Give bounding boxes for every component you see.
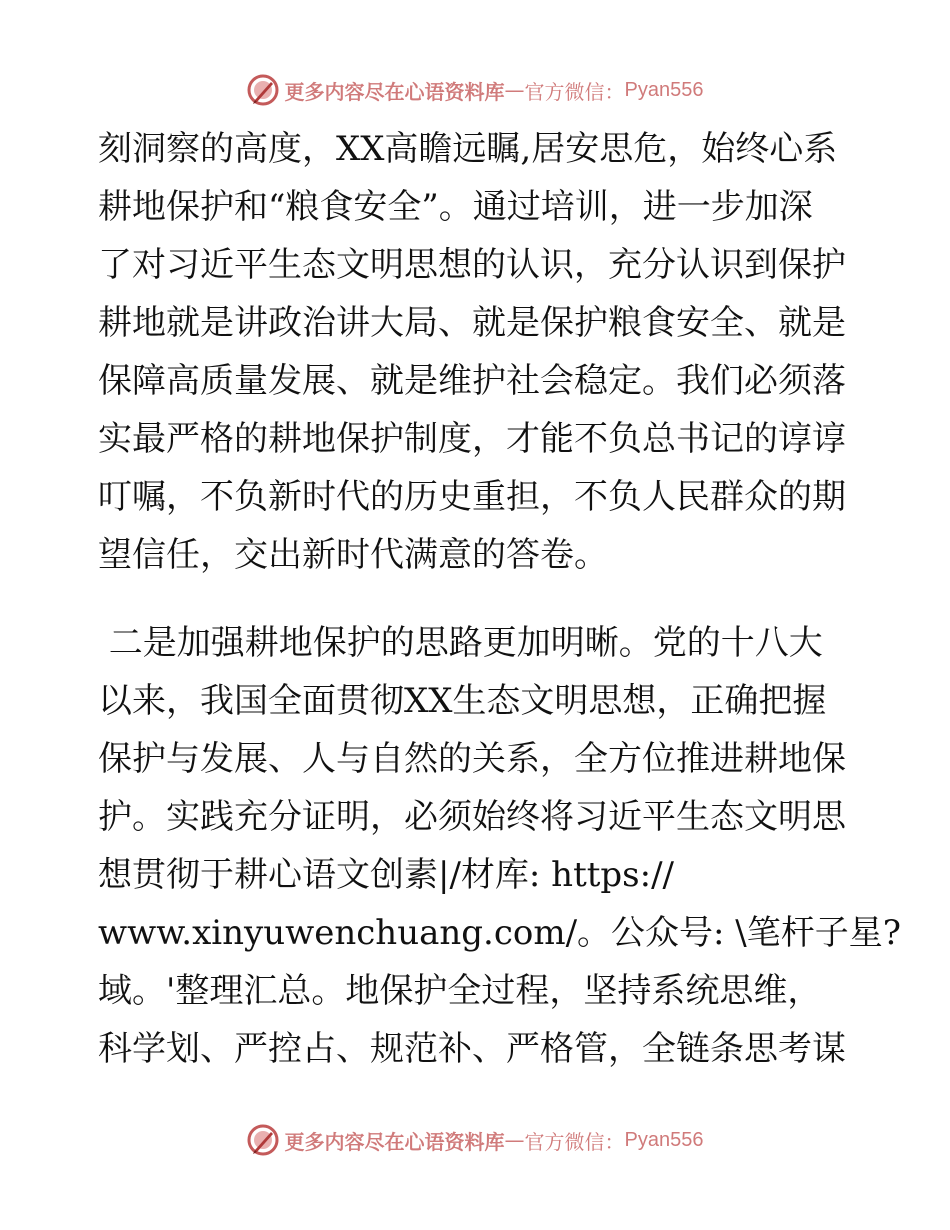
text-line: 了对习近平生态文明思想的认识，充分认识到保护 [98,245,846,285]
footer-watermark-banner [0,1120,950,1160]
text-line: 耕地保护和“粮食安全”。通过培训，进一步加深 [98,187,813,227]
footer-wechat-id: Pyan556 [624,1128,704,1151]
text-line: 护。实践充分证明，必须始终将习近平生态文明思 [98,797,846,837]
footer-site-text: 更多内容尽在心语资料库 [284,1129,505,1154]
paragraph-2 [98,614,901,1078]
paragraph-1 [98,120,858,584]
footer-wechat-label: 官方微信： [524,1129,625,1154]
header-watermark-banner [0,70,950,110]
header-site-text: 更多内容尽在心语资料库 [284,79,505,104]
text-line: 叮嘱，不负新时代的历史重担，不负人民群众的期 [98,477,846,517]
text-line: 二是加强耕地保护的思路更加明晰。党的十八大 [98,623,823,663]
text-line: 域。'整理汇总。地保护全过程，坚持系统思维， [98,971,822,1011]
text-line: 刻洞察的高度，XX高瞻远瞩,居安思危，始终心系 [98,129,838,169]
header-dash: — [504,78,525,102]
text-line: www.xinyuwenchuang.com/。公众号: \笔杆子星? [98,913,901,953]
document-body [98,120,901,1078]
text-line: 望信任，交出新时代满意的答卷。 [98,535,608,575]
text-line: 实最严格的耕地保护制度，才能不负总书记的谆谆 [98,419,846,459]
paragraph-gap [98,584,858,614]
header-wechat-id: Pyan556 [624,78,704,101]
text-line: 科学划、严控占、规范补、严格管，全链条思考谋 [98,1029,846,1069]
pen-logo-icon [247,1124,279,1156]
header-wechat-label: 官方微信： [524,79,625,104]
text-line: 保护与发展、人与自然的关系，全方位推进耕地保 [98,739,846,779]
footer-dash: — [504,1128,525,1152]
text-line: 耕地就是讲政治讲大局、就是保护粮食安全、就是 [98,303,846,343]
text-line: 想贯彻于耕心语文创素|/材库: https:// [98,855,674,895]
text-line: 以来，我国全面贯彻XX生态文明思想，正确把握 [98,681,827,721]
pen-logo-icon [247,74,279,106]
text-line: 保障高质量发展、就是维护社会稳定。我们必须落 [98,361,846,401]
